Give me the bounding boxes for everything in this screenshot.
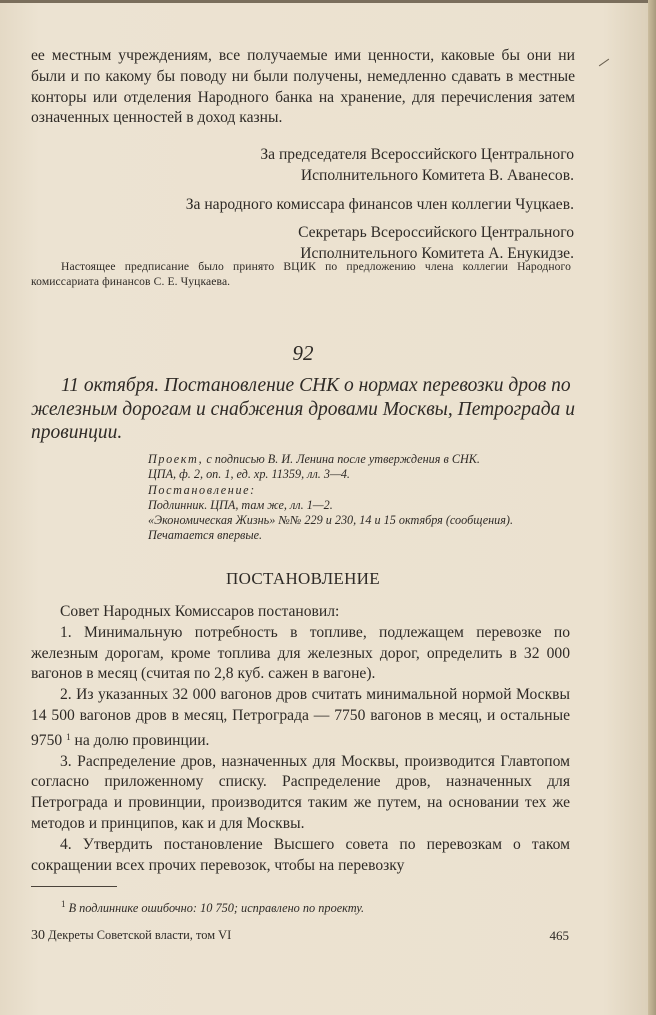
document-title-block [31, 374, 577, 445]
resolution-body [31, 602, 570, 876]
footnote-block [31, 899, 575, 916]
source-resolution-label: Постановление: [148, 482, 256, 497]
clause-2-text: 2. Из указанных 32 000 вагонов дров считать минимальной нормой Москвы 14 500 вагонов дров в месяц, Петрограда — 7750 вагонов в месяц, и остальные 9750 [31, 686, 570, 749]
document-number: 92 [292, 341, 314, 365]
clause-4: 4. Утвердить постановление Высшего совета по перевозкам о таком сокращении всех прочих перевозок, чтобы на перевозку [31, 835, 570, 874]
continuation-paragraph [31, 46, 575, 129]
footnote [31, 899, 575, 916]
page-footer [31, 928, 569, 944]
document-title: 11 октября. Постановление СНК о нормах перевозки дров по железным дорогам и снабжения дровами Москвы, Петрограда и провинции. [31, 375, 576, 443]
page-number: 465 [549, 928, 569, 943]
source-draft-text: с подписью В. И. Ленина после утверждения в СНК. [206, 452, 480, 466]
top-edge [0, 0, 656, 3]
source-first-printed: Печатается впервые. [148, 528, 263, 543]
footnote-rule [31, 886, 117, 887]
sources-block [148, 452, 575, 544]
section-heading: ПОСТАНОВЛЕНИЕ [226, 569, 380, 588]
footnote-ref: 1 [66, 731, 71, 742]
document-number-block [31, 341, 575, 366]
footnote-text: В подлиннике ошибочно: 10 750; исправлено по проекту. [68, 901, 365, 915]
running-footer: Декреты Советской власти, том VI [48, 928, 232, 942]
resolution-preamble: Совет Народных Комиссаров постановил: [60, 603, 340, 620]
editorial-note [31, 260, 571, 289]
clause-2-end: на долю провинции. [70, 731, 210, 749]
signature-enukidze-line1: Секретарь Всероссийского Центрального [298, 224, 574, 242]
clause-3: 3. Распределение дров, назначенных для Москвы, производится Главтопом согласно приложенному списку. Распределение дров, назначенных для Петрограда и провинции, производится таким же путем, на основании тех же методов и принципов, как и для Москвы. [31, 752, 570, 832]
continuation-text: ее местным учреждениям, все получаемые ими ценности, каковые бы они ни были и по какому бы поводу ни были получены, немедленно сдавать в местные конторы или отделения Народного банка на хранение, для перечисления затем означенных ценностей в доход казны. [31, 47, 575, 127]
clause-2 [31, 685, 570, 751]
signature-avanesov-line2: Исполнительного Комитета В. Аванесов. [300, 166, 574, 184]
signatures-block [31, 145, 574, 265]
source-newspaper: «Экономическая Жизнь» №№ 229 и 230, 14 и 15 октября (сообщения). [148, 513, 514, 528]
clause-1: 1. Минимальную потребность в топливе, подлежащем перевозке по железным дорогам, кроме топлива для железных дорог, определить в 32 000 вагонов в месяц (считая по 2,8 куб. сажен в вагоне). [31, 623, 570, 683]
signature-mark: 30 [31, 928, 45, 943]
editorial-note-text: Настоящее предписание было принято ВЦИК по предложению члена коллегии Народного комиссариата финансов С. Е. Чуцкаева. [31, 260, 571, 288]
pencil-mark [599, 59, 609, 67]
source-original: Подлинник. ЦПА, там же, лл. 1—2. [148, 497, 333, 512]
signature-avanesov-line1: За председателя Всероссийского Центрального [260, 146, 574, 163]
source-draft [148, 452, 575, 467]
signature-enukidze-line2: Исполнительного Комитета А. Енукидзе. [300, 245, 574, 263]
source-draft-label: Проект, [148, 452, 204, 466]
section-heading-block [31, 569, 575, 589]
source-archive-ref: ЦПА, ф. 2, оп. 1, ед. хр. 11359, лл. 3—4. [148, 467, 350, 482]
footnote-mark: 1 [61, 899, 66, 909]
page-edge [648, 0, 656, 1015]
signature-chutskaev: За народного комиссара финансов член коллегии Чуцкаев. [185, 195, 574, 213]
